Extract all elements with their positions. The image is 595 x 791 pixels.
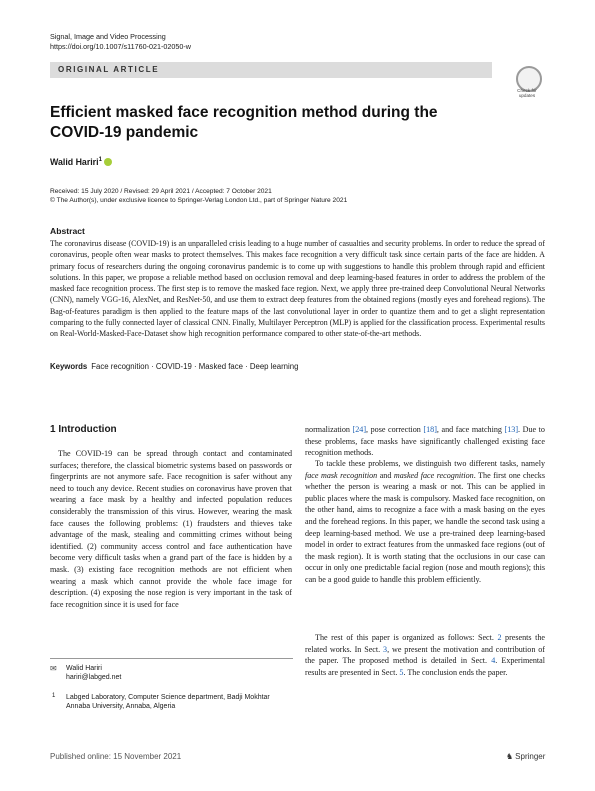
orcid-icon[interactable] <box>104 158 112 166</box>
text-span: , and face matching <box>436 425 505 434</box>
text-span: . The first one checks whether the person is wearing a mask or not. This can be applied in public places where the mask is compulsory. Masked face recognition, on the other hand, aims to recognize a face with a mask basing on the eyes and the forehead regions. In this paper, we handle the second task using a deep learning-based method. We use a pre-trained deep learning-based model in order to extract features from the unmasked face regions (out of the mask region). It is worth stating that the occlusions in our case can occur in only one predictable facial region (nose and mouth regions); this can be a good guide to handle this problem efficiently. <box>305 470 545 584</box>
citation-link[interactable]: [18] <box>423 425 437 434</box>
emphasis-term: face mask recognition <box>305 470 378 480</box>
text-span: . Due to these problems, face masks have significantly challenged existing face recognition methods. <box>305 425 545 458</box>
section-heading-introduction: 1 Introduction <box>50 424 117 435</box>
introduction-paragraph-3 <box>305 632 545 678</box>
copyright-notice: © The Author(s), under exclusive licence to Springer-Verlag London Ltd., part of Springer Nature 2021 <box>50 197 348 204</box>
corresponding-author-name: Walid Hariri <box>66 665 102 672</box>
springer-horse-icon: ♞ <box>506 752 514 761</box>
text-span: and <box>377 470 394 480</box>
received-dates: Received: 15 July 2020 / Revised: 29 April 2021 / Accepted: 7 October 2021 <box>50 188 272 195</box>
emphasis-term: masked face recognition <box>393 470 474 480</box>
section-link[interactable]: 2 <box>497 633 502 642</box>
corresponding-author-email[interactable]: hariri@labged.net <box>66 674 122 681</box>
section-link[interactable]: 3 <box>383 644 388 654</box>
text-span: . The conclusion ends the paper. <box>403 667 508 677</box>
journal-name: Signal, Image and Video Processing <box>50 32 166 41</box>
check-for-updates-label[interactable]: Check for updates <box>517 88 537 98</box>
affiliation-text: Labged Laboratory, Computer Science department, Badji Mokhtar Annaba University, Annaba, Algeria <box>66 694 270 711</box>
text-span: . Experimental results are presented in Sect. <box>305 656 545 677</box>
introduction-paragraph-1: The COVID-19 can be spread through contact and contaminated surfaces; therefore, the classical biometric systems based on passwords or fingerprints are not anymore safe. Face recognition is safer without any need to touch any device. Recent studies on coronavirus have proven that wearing a face mask by a healthy and infected population reduces considerably the transmission of this virus. However, wearing the mask face causes the following problems: (1) fraudsters and thieves take advantage of the mask, stealing and committing crimes without being identified. (2) community access control and face authentication have become very difficult tasks when a grand part of the face is hidden by a mask. (3) existing face recognition methods are not efficient when wearing a mask which cannot provide the whole face image for description. (4) exposing the nose region is very important in the task of face recognition since it is used for face <box>50 449 292 609</box>
author-affiliation-marker: 1 <box>98 157 102 163</box>
article-type-label: ORIGINAL ARTICLE <box>58 65 160 74</box>
published-online-date: Published online: 15 November 2021 <box>50 752 182 761</box>
author-name[interactable]: Walid Hariri <box>50 157 99 167</box>
text-span: , pose correction <box>366 425 424 434</box>
citation-link[interactable]: [24] <box>352 425 367 434</box>
footnote-divider <box>50 658 293 659</box>
introduction-paragraph-1-continued <box>305 424 545 459</box>
text-span: The rest of this paper is organized as follows: Sect. <box>315 633 498 642</box>
introduction-paragraph-2 <box>305 458 545 586</box>
keywords-list: Face recognition · COVID-19 · Masked face · Deep learning <box>91 362 299 371</box>
abstract-heading: Abstract <box>50 226 85 236</box>
section-link[interactable]: 5 <box>399 667 404 677</box>
text-span: normalization <box>305 425 353 434</box>
author-line <box>50 157 112 167</box>
envelope-icon: ✉ <box>50 664 57 673</box>
section-link[interactable]: 4 <box>491 656 496 666</box>
publisher-name: Springer <box>515 752 546 761</box>
affiliation-marker: 1 <box>52 693 56 699</box>
publisher-logo <box>506 752 545 761</box>
text-span: To tackle these problems, we distinguish two different tasks, namely <box>315 459 545 468</box>
paper-title: Efficient masked face recognition method during the COVID-19 pandemic <box>50 104 438 141</box>
keywords-label: Keywords <box>50 362 88 371</box>
citation-link[interactable]: [13] <box>504 425 519 434</box>
keywords-line <box>50 362 545 371</box>
text-span: presents the related works. In Sect. <box>305 633 545 654</box>
abstract-body: The coronavirus disease (COVID-19) is an unparalleled crisis leading to a huge number of casualties and security problems. In order to reduce the spread of coronavirus, people often wear masks to protect themselves. This makes face recognition a very difficult task since certain parts of the face are hidden. A primary focus of researchers during the ongoing coronavirus pandemic is to come up with suggestions to handle this problem through rapid and efficient solutions. In this paper, we propose a reliable method based on occlusion removal and deep learning-based features in order to address the problem of the masked face recognition process. The first step is to remove the masked face region. Next, we apply three pre-trained deep Convolutional Neural Networks (CNN), namely VGG-16, AlexNet, and ResNet-50, and use them to extract deep features from the obtained regions (mostly eyes and forehead regions). The Bag-of-features paradigm is then applied to the feature maps of the last convolutional layer in order to quantize them and to get a slight representation comparing to the fully connected layer of classical CNN. Finally, Multilayer Perceptron (MLP) is applied for the classification process. Experimental results on Real-World-Masked-Face-Dataset show high recognition performance compared to other state-of-the-art methods. <box>50 239 545 339</box>
text-span: , we present the motivation and contribution of the paper. The proposed method is detailed in Sect. <box>305 644 545 666</box>
doi-link[interactable]: https://doi.org/10.1007/s11760-021-02050-w <box>50 42 191 51</box>
